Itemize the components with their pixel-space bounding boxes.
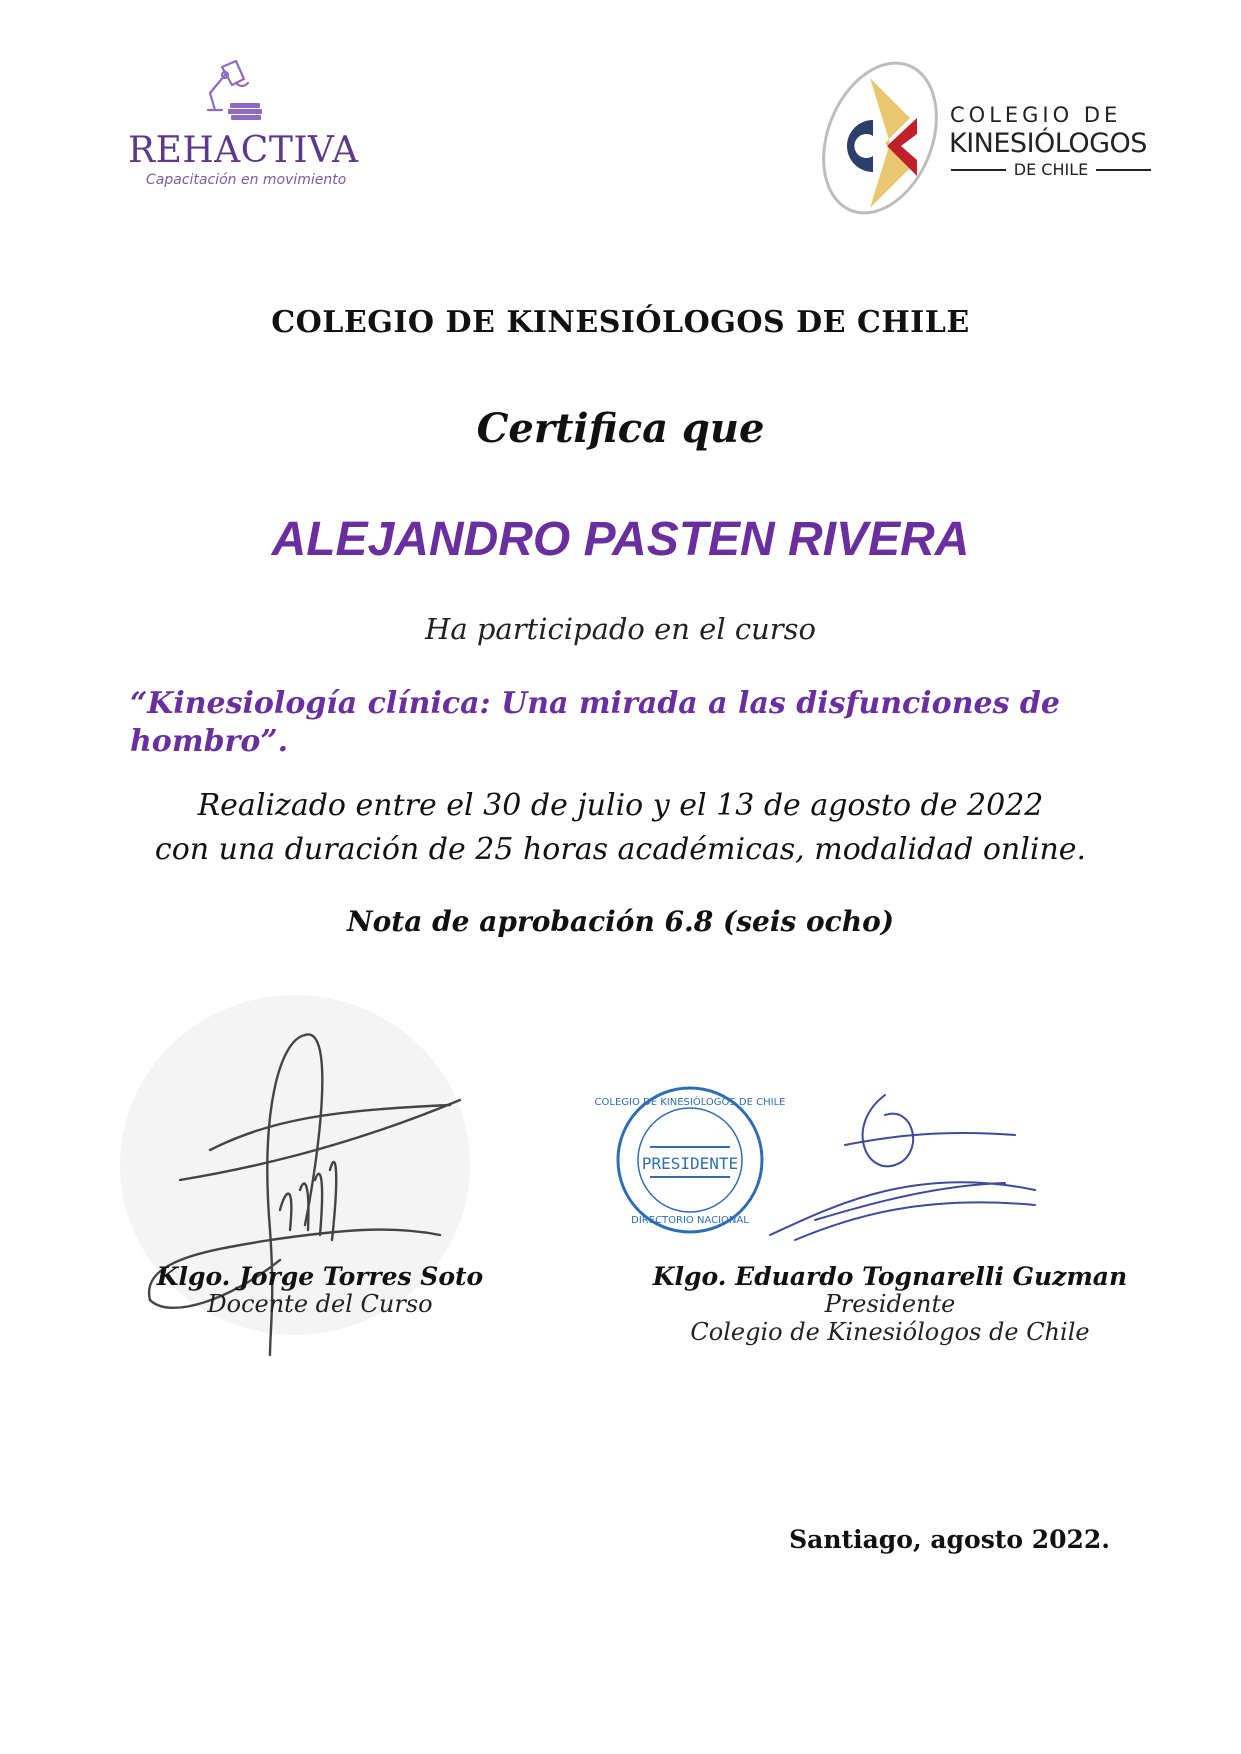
colegio-kinesiologos-logo (815, 48, 1155, 223)
presidente-stamp (595, 1088, 786, 1232)
ck-emblem-icon (815, 48, 950, 223)
signer-left-name: Klgo. Jorge Torres Soto (156, 1262, 484, 1291)
rehactiva-tagline: Capacitación en movimiento (146, 172, 347, 188)
signer-left-role: Docente del Curso (207, 1290, 433, 1318)
divider (1096, 169, 1151, 171)
stamp-bottom-text: DIRECTORIO NACIONAL (631, 1215, 749, 1226)
approval-grade: Nota de aprobación 6.8 (seis ocho) (346, 905, 894, 938)
signer-right-org: Colegio de Kinesiólogos de Chile (690, 1318, 1090, 1346)
ck-line3-text: DE CHILE (1013, 160, 1089, 179)
stamp-ring-text: COLEGIO DE KINESIÓLOGOS DE CHILE (594, 1097, 786, 1108)
rehactiva-brand: REHACTIVA (128, 130, 359, 171)
ck-line2: KINESIÓLOGOS (949, 128, 1147, 159)
institution-heading: COLEGIO DE KINESIÓLOGOS DE CHILE (271, 305, 970, 340)
ck-line3 (951, 160, 1151, 179)
course-title: “Kinesiología clínica: Una mirada a las disfunciones de hombro”. (130, 686, 1060, 759)
issue-date: Santiago, agosto 2022. (789, 1525, 1110, 1554)
participation-text: Ha participado en el curso (425, 612, 816, 646)
recipient-name: ALEJANDRO PASTEN RIVERA (271, 513, 970, 566)
signature-right (594, 1085, 1065, 1245)
ck-line1: COLEGIO DE (950, 103, 1122, 127)
course-duration: con una duración de 25 horas académicas, modalidad online. (154, 832, 1087, 867)
signer-right-name: Klgo. Eduardo Tognarelli Guzman (652, 1262, 1128, 1291)
divider (951, 169, 1006, 171)
desk-lamp-icon (200, 55, 290, 125)
rehactiva-logo (120, 55, 360, 195)
certifica-text: Certifica que (476, 405, 765, 452)
stamp-center-text: PRESIDENTE (641, 1154, 739, 1173)
course-dates: Realizado entre el 30 de julio y el 13 de agosto de 2022 (197, 788, 1044, 823)
signer-right-role: Presidente (824, 1290, 956, 1318)
